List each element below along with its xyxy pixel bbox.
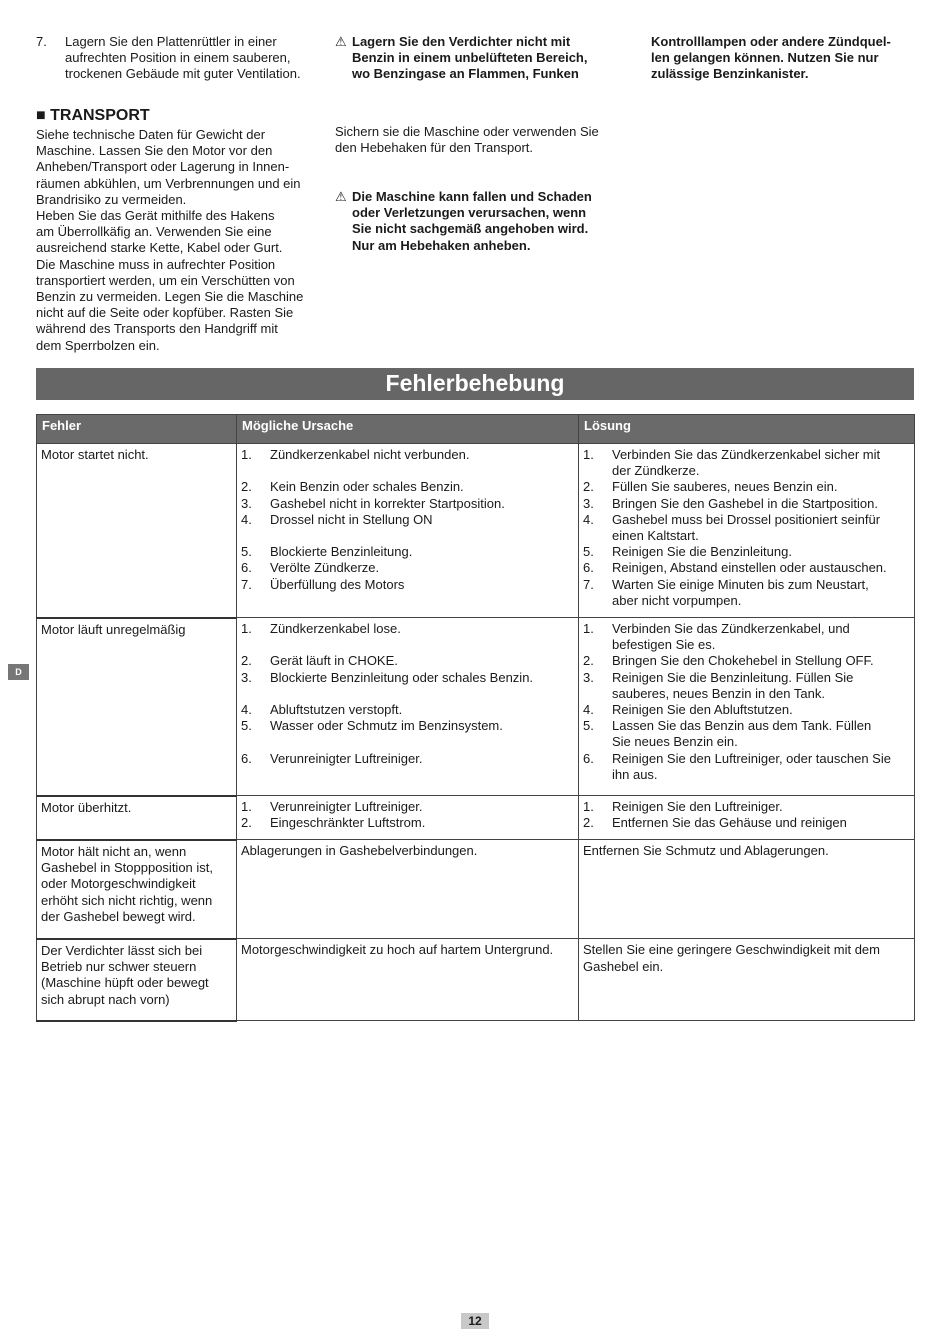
solution-cell: Entfernen Sie Schmutz und Ablagerungen. [579, 840, 915, 939]
list-item [583, 718, 910, 750]
list-item [583, 496, 910, 512]
list-item [583, 560, 910, 576]
storage-warning-continued: Kontrolllampen oder andere Zündquel- len gelangen können. Nutzen Sie nur zulässige Benzinkanister. [651, 34, 891, 82]
item-number: 6. [241, 560, 252, 576]
transport-secure-text: Sichern sie die Maschine oder verwenden Sie den Hebehaken für den Transport. [335, 124, 599, 156]
item-number: 2. [241, 479, 252, 495]
item-number: 7. [583, 576, 594, 592]
language-tab: D [8, 664, 29, 680]
storage-warning [335, 34, 620, 83]
list-item [241, 702, 574, 718]
fault-cell: Motor startet nicht. [37, 444, 237, 618]
cause-cell: Motorgeschwindigkeit zu hoch auf hartem Untergrund. [237, 939, 579, 1021]
cause-cell [237, 444, 579, 618]
transport-section [36, 106, 326, 354]
cause-cell [237, 796, 579, 840]
item-number: 5. [583, 718, 594, 734]
item-text: Lagern Sie den Plattenrüttler in einer aufrechten Position in einem sauberen, trockenen Gebäude mit guter Ventilation. [65, 34, 301, 82]
list-item [241, 560, 574, 576]
solution-cell [579, 618, 915, 796]
item-text: Verunreinigter Luftreiniger. [270, 750, 423, 766]
item-number: 4. [241, 702, 252, 718]
item-text: Gashebel muss bei Drossel positioniert seinfür einen Kaltstart. [612, 511, 881, 544]
table-row [37, 796, 915, 840]
list-item [241, 751, 574, 767]
item-number: 6. [583, 750, 594, 766]
item-number: 4. [583, 702, 594, 718]
item-text: Abluftstutzen verstopft. [270, 702, 403, 718]
list-item [241, 512, 574, 528]
item-text: Drossel nicht in Stellung ON [270, 511, 433, 527]
fault-cell: Motor hält nicht an, wenn Gashebel in Stoppposition ist, oder Motorgeschwindigkeit erhöht sich nicht richtig, wenn der Gashebel bewegt wird. [37, 840, 237, 939]
item-text: Blockierte Benzinleitung oder schales Benzin. [270, 669, 534, 685]
list-item [241, 815, 574, 831]
list-item [583, 751, 910, 783]
item-text: Zündkerzenkabel lose. [270, 621, 401, 637]
solution-cell [579, 444, 915, 618]
transport-heading: ■ TRANSPORT [36, 107, 150, 124]
item-text: Zündkerzenkabel nicht verbunden. [270, 447, 470, 462]
list-item [583, 799, 910, 815]
item-text: Verunreinigter Luftreiniger. [270, 799, 423, 815]
item-text: Kein Benzin oder schales Benzin. [270, 479, 464, 495]
item-number: 6. [241, 750, 252, 766]
item-text: Verbinden Sie das Zündkerzenkabel, und befestigen Sie es. [612, 621, 850, 653]
fault-cell: Motor überhitzt. [37, 796, 237, 840]
item-text: Verölte Zündkerze. [270, 560, 380, 576]
item-number: 5. [583, 544, 594, 560]
solution-cell: Stellen Sie eine geringere Geschwindigkeit mit dem Gashebel ein. [579, 939, 915, 1021]
item-number: 2. [241, 653, 252, 669]
list-item [583, 670, 910, 702]
item-text: Reinigen Sie die Benzinleitung. [612, 544, 792, 560]
item-number: 1. [583, 799, 594, 815]
item-text: Reinigen Sie den Luftreiniger. [612, 799, 783, 815]
item-text: Lassen Sie das Benzin aus dem Tank. Füllen Sie neues Benzin ein. [612, 718, 872, 750]
item-text: Füllen Sie sauberes, neues Benzin ein. [612, 479, 838, 495]
list-item [241, 670, 574, 686]
warning-icon: ⚠ [335, 189, 347, 204]
cause-cell: Ablagerungen in Gashebelverbindungen. [237, 840, 579, 939]
fault-cell: Motor läuft unregelmäßig [37, 618, 237, 796]
header-fault: Fehler [37, 415, 237, 444]
item-number: 4. [583, 511, 594, 527]
cause-cell [237, 618, 579, 796]
storage-item-7 [36, 34, 321, 83]
list-item [241, 718, 574, 734]
item-number: 4. [241, 511, 252, 527]
list-item [241, 479, 574, 495]
item-text: Gashebel nicht in korrekter Startposition. [270, 495, 505, 511]
page-number: 12 [461, 1313, 489, 1329]
item-text: Warten Sie einige Minuten bis zum Neustart, aber nicht vorpumpen. [612, 576, 869, 608]
item-number: 1. [583, 621, 594, 637]
item-number: 1. [241, 799, 252, 815]
transport-warning [335, 189, 625, 254]
list-item [583, 815, 910, 831]
item-text: Verbinden Sie das Zündkerzenkabel sicher mit der Zündkerze. [612, 447, 881, 479]
item-number: 1. [241, 447, 252, 462]
table-row [37, 618, 915, 796]
item-number: 2. [583, 815, 594, 831]
item-number: 2. [583, 479, 594, 495]
item-text: Überfüllung des Motors [270, 576, 405, 592]
item-number: 6. [583, 560, 594, 576]
item-text: Wasser oder Schmutz im Benzinsystem. [270, 718, 503, 734]
list-item [583, 447, 910, 479]
item-number: 5. [241, 718, 252, 734]
header-cause: Mögliche Ursache [237, 415, 579, 444]
troubleshooting-table [36, 414, 915, 1022]
list-item [241, 544, 574, 560]
list-item [583, 702, 910, 718]
list-item [583, 512, 910, 544]
table-row [37, 939, 915, 1021]
item-text: Reinigen Sie den Abluftstutzen. [612, 702, 793, 718]
section-title-banner: Fehlerbehebung [36, 368, 914, 400]
item-number: 2. [583, 653, 594, 669]
list-item [583, 621, 910, 653]
list-item [241, 577, 574, 593]
item-text: Gerät läuft in CHOKE. [270, 653, 398, 669]
list-item [583, 577, 910, 609]
transport-text: Siehe technische Daten für Gewicht der Maschine. Lassen Sie den Motor vor den Anheben/Transport oder Lagerung in Innen- räumen abkühlen, um Verbrennungen und ein Brandrisiko zu vermeiden. Heben Sie das Gerät mithilfe des Hakens am Überrollkäfig an. Verwenden Sie eine ausreichend starke Kette, Kabel oder Gurt. Die Maschine muss in aufrechter Position transportiert werden, um ein Verschütten von Benzin zu vermeiden. Legen Sie die Maschine nicht auf die Seite oder kopfüber. Rasten Sie während des Transports den Handgriff mit dem Sperrbolzen ein. [36, 127, 304, 353]
item-number: 7. [241, 576, 252, 592]
fault-cell: Der Verdichter lässt sich bei Betrieb nur schwer steuern (Maschine hüpft oder bewegt sich abrupt nach vorn) [37, 939, 237, 1021]
item-text: Reinigen Sie die Benzinleitung. Füllen Sie sauberes, neues Benzin in den Tank. [612, 669, 854, 701]
warning-icon: ⚠ [335, 34, 347, 49]
item-number: 3. [583, 669, 594, 685]
list-item [241, 447, 574, 463]
item-number: 1. [241, 621, 252, 637]
item-number: 2. [241, 815, 252, 831]
item-number: 1. [583, 447, 594, 462]
list-item [583, 479, 910, 495]
table-row [37, 840, 915, 939]
list-item [241, 496, 574, 512]
list-item [241, 621, 574, 637]
warning-text: Lagern Sie den Verdichter nicht mit Benzin in einem unbelüfteten Bereich, wo Benzingase an Flammen, Funken [352, 34, 588, 82]
list-item [241, 799, 574, 815]
item-text: Bringen Sie den Chokehebel in Stellung OFF. [612, 653, 874, 669]
table-header-row [37, 415, 915, 444]
list-item [241, 653, 574, 669]
table-row [37, 444, 915, 618]
item-text: Reinigen Sie den Luftreiniger, oder tauschen Sie ihn aus. [612, 750, 891, 782]
item-number: 3. [241, 495, 252, 511]
list-item [583, 544, 910, 560]
item-text: Bringen Sie den Gashebel in die Startposition. [612, 495, 878, 511]
solution-cell [579, 796, 915, 840]
item-text: Eingeschränkter Luftstrom. [270, 815, 426, 831]
item-text: Entfernen Sie das Gehäuse und reinigen [612, 815, 847, 831]
header-solution: Lösung [579, 415, 915, 444]
list-item [583, 653, 910, 669]
warning-text: Die Maschine kann fallen und Schaden oder Verletzungen verursachen, wenn Sie nicht sachgemäß angehoben wird. Nur am Hebehaken anheben. [352, 189, 592, 253]
item-number: 7. [36, 34, 47, 49]
item-text: Reinigen, Abstand einstellen oder austauschen. [612, 560, 887, 576]
item-number: 5. [241, 544, 252, 560]
item-number: 3. [583, 495, 594, 511]
item-number: 3. [241, 669, 252, 685]
item-text: Blockierte Benzinleitung. [270, 544, 413, 560]
